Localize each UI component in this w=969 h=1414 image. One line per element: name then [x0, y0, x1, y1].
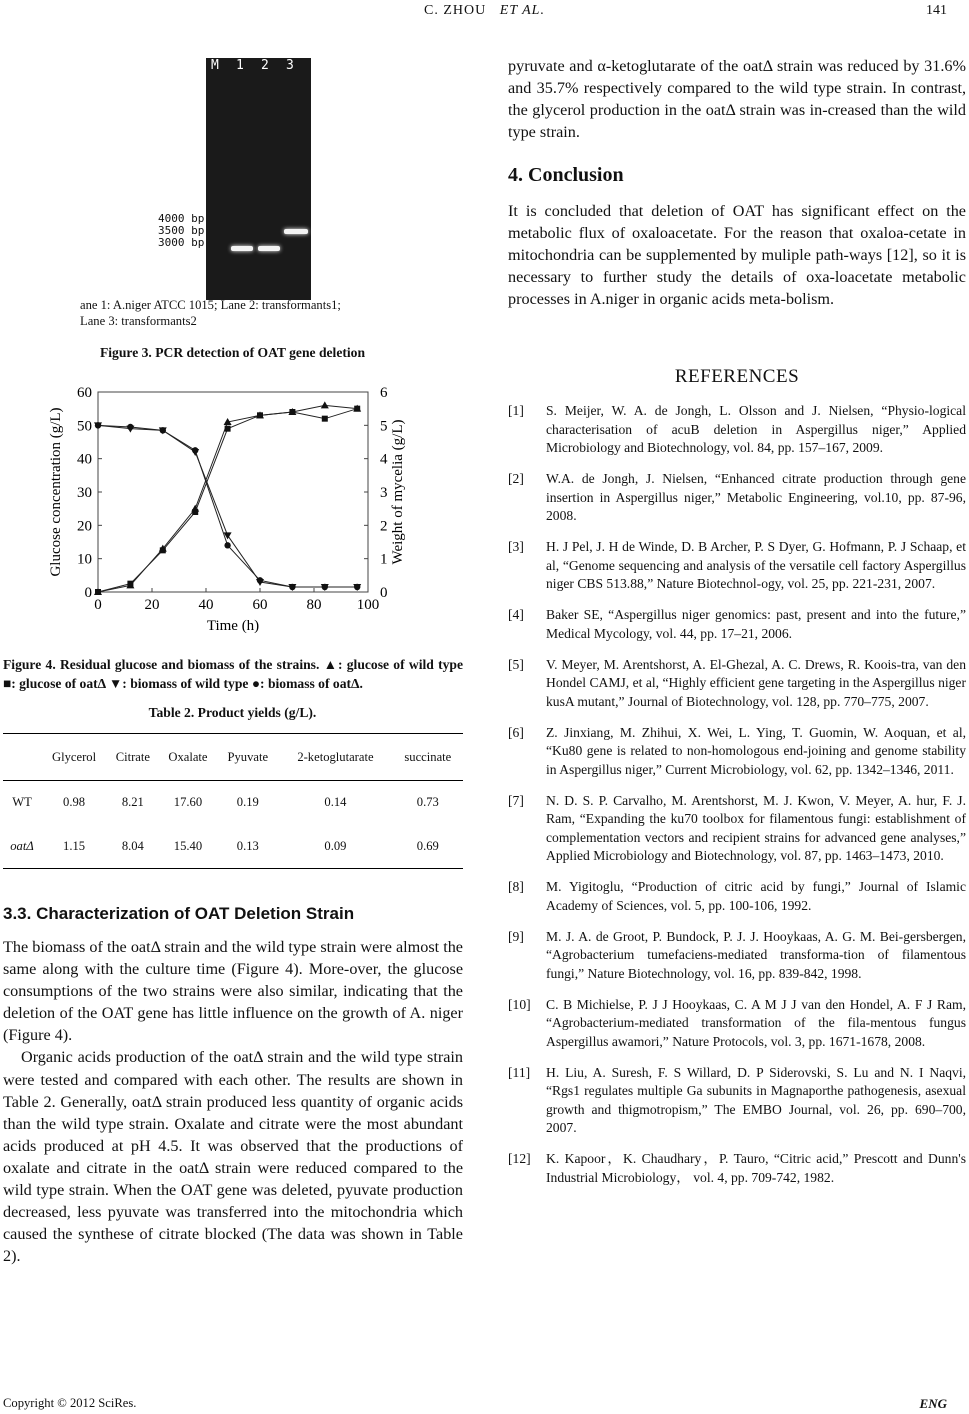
table-cell: 0.19 — [236, 795, 259, 810]
reference-text: M. Yigitoglu, “Production of citric acid by fungi,” Journal of Islamic Academy of Sciences, vol. 5, pp. 100-106, 1992. — [546, 879, 966, 913]
ladder-label-3500: 3500 bp — [158, 224, 205, 237]
lane-label-m: M — [211, 58, 219, 73]
reference-text: H. Liu, A. Suresh, F. S Willard, D. P Siderovski, S. Lu and N. I Naqvi, “Rgs1 regulates multiple Ga subunits in Magnaporthe pathogenesis, asexual growth and thigmotropism,” The EMBO Journal, vol. 26, pp. 690–700, 2007. — [546, 1064, 966, 1135]
x-tick-label: 40 — [198, 597, 214, 613]
series-line-square — [98, 409, 357, 592]
section-3-3-paragraph-2: Organic acids production of the oatΔ strain and the wild type strain were tested and compared with each other. The results are shown in Table 2. Generally, oatΔ strain produced less quantity of organic acids than the wild type strain. Oxalate and citrate were the most abundant acids produced at pH 4.5. It was observed that the productions of oxalate and citrate in the oatΔ strain were reduced compared to the wild type strain. When the OAT gene was deleted, pyuvate production decreased, less pyuvate was transferred into the mitochondria which caused the synthese of citrate blocked (The data was shown in Table 2). — [3, 1048, 463, 1266]
reference-text: W.A. de Jongh, J. Nielsen, “Enhanced citrate production through gene insertion in Aspergillus niger,” Metabolic Engineering, vol.10, pp. 87-96, 2008. — [546, 471, 966, 523]
y2-tick-label: 3 — [380, 485, 388, 501]
gel-caption-line-1: ane 1: A.niger ATCC 1015; Lane 2: transformants1; — [80, 298, 341, 312]
reference-text: S. Meijer, W. A. de Jongh, L. Olsson and J. Nielsen, “Physio-logical characterisation of acuB deletion in Aspergillus niger,” Applied Microbiology and Biotechnology, vol. 84, pp. 157–167, 2009. — [546, 403, 966, 455]
data-point-circle — [224, 542, 230, 548]
data-point-square — [225, 426, 231, 432]
x-tick-label: 80 — [306, 597, 322, 613]
x-tick-label: 0 — [94, 597, 102, 613]
reference-item — [508, 606, 966, 643]
reference-item — [508, 538, 966, 594]
references-heading: REFERENCES — [674, 366, 800, 387]
data-point-square — [354, 406, 360, 412]
table-cell: 17.60 — [173, 795, 203, 810]
results-continuation-paragraph: pyruvate and α-ketoglutarate of the oatΔ strain was reduced by 31.6% and 35.7% respectively compared to the wild type strain. In contrast, the glycerol production in the oatΔ strain was in-creased than the wild type strain. — [508, 57, 966, 142]
ladder-label-3000: 3000 bp — [158, 236, 205, 249]
running-head-author: C. ZHOU — [424, 3, 487, 18]
data-point-square — [257, 412, 263, 418]
table-2 — [3, 733, 463, 869]
data-point-circle — [257, 577, 263, 583]
table-cell: 0.69 — [416, 838, 439, 853]
journal-abbreviation: ENG — [919, 1396, 947, 1411]
data-point-square — [289, 409, 295, 415]
data-point-circle — [160, 427, 166, 433]
table-cell: 0.98 — [63, 795, 86, 810]
data-point-circle — [127, 424, 133, 430]
figure-4-caption: Figure 4. Residual glucose and biomass of the strains. ▲: glucose of wild type ■: glucose of oatΔ ▼: biomass of wild type ●: biomass of oatΔ. — [3, 657, 463, 691]
table-row-label: oatΔ — [10, 838, 34, 853]
running-head — [0, 3, 969, 19]
reference-item — [508, 928, 966, 984]
x-axis-label: Time (h) — [206, 618, 260, 634]
reference-number: [10] — [508, 996, 531, 1012]
reference-item — [508, 1150, 966, 1187]
reference-text: Baker SE, “Aspergillus niger genomics: past, present and into the future,” Medical Mycology, vol. 44, pp. 17–21, 2006. — [546, 607, 966, 641]
series-line-triangle-up — [98, 405, 357, 592]
y2-tick-label: 2 — [380, 518, 388, 535]
y2-tick-label: 4 — [380, 451, 388, 468]
reference-text: Z. Jinxiang, M. Zhihui, X. Wei, L. Ying, T. Guomin, W. Aoquan, et al, “Ku80 gene is related to non-homologous end-joining and genome stability in Aspergillus niger,” Current Microbiology, vol. 62, pp. 1342–1346, 2011. — [546, 724, 966, 777]
gel-caption — [80, 297, 390, 329]
plot-frame — [98, 392, 368, 592]
reference-item — [508, 402, 966, 458]
table-cell: 8.04 — [121, 838, 144, 853]
table-col-header: Citrate — [115, 749, 150, 764]
table-cell: 0.14 — [324, 795, 347, 810]
reference-number: [7] — [508, 792, 524, 808]
reference-item — [508, 656, 966, 712]
reference-number: [2] — [508, 471, 524, 486]
data-point-circle — [192, 447, 198, 453]
lane-label-2: 2 — [261, 58, 269, 73]
band-lane-2 — [258, 246, 280, 251]
data-point-circle — [289, 584, 295, 590]
table-col-header: 2-ketoglutarate — [297, 749, 374, 764]
table-col-header: Glycerol — [52, 749, 97, 764]
y2-tick-label: 6 — [380, 385, 388, 401]
reference-number: [1] — [508, 403, 524, 418]
reference-text: C. B Michielse, P. J J Hooykaas, C. A M J J van den Hondel, A. F J Ram, “Agrobacterium-mediated transformation of the fila-mentous fungus Aspergillus awamori,” Nature Protocols, vol. 3, pp. 1671-1678, 2008. — [546, 996, 966, 1049]
reference-text: M. J. A. de Groot, P. Bundock, P. J. J. Hooykaas, A. G. M. Bei-gersbergen, “Agrobacterium tumefaciens-mediated transforma-tion of filamentous fungi,” Nature Biotechnology, vol. 16, pp. 839-842, 1998. — [546, 928, 966, 981]
reference-item — [508, 996, 966, 1052]
reference-item — [508, 878, 966, 915]
lane-label-3: 3 — [286, 58, 294, 73]
reference-item — [508, 724, 966, 780]
figure-4-chart — [40, 380, 440, 642]
reference-item — [508, 1064, 966, 1138]
figure-3-caption: Figure 3. PCR detection of OAT gene deletion — [99, 345, 366, 360]
reference-number: [8] — [508, 879, 524, 894]
y-tick-label: 10 — [77, 551, 92, 568]
reference-item — [508, 470, 966, 526]
table-cell: 0.09 — [324, 838, 347, 853]
copyright-notice: Copyright © 2012 SciRes. — [3, 1396, 137, 1410]
reference-number: [4] — [508, 607, 524, 622]
series-line-triangle-down — [98, 425, 357, 587]
reference-item — [508, 792, 966, 866]
table-cell: 0.73 — [416, 795, 439, 810]
data-point-circle — [322, 584, 328, 590]
table-col-header: Oxalate — [168, 749, 208, 764]
x-tick-label: 20 — [144, 597, 160, 613]
reference-number: [11] — [508, 1064, 531, 1080]
data-point-circle — [354, 584, 360, 590]
lane-label-1: 1 — [236, 58, 244, 73]
reference-text: K. Kapoor，K. Chaudhary，P. Tauro, “Citric acid,” Prescott and Dunn's Industrial Microbiology， vol. 4, pp. 709-742, 1982. — [546, 1151, 966, 1185]
x-tick-label: 100 — [356, 597, 380, 613]
data-point-square — [192, 509, 198, 515]
y-tick-label: 40 — [77, 451, 92, 468]
reference-number: [5] — [508, 656, 524, 672]
gel-caption-line-2: Lane 3: transformants2 — [80, 314, 197, 328]
gel-image — [158, 58, 312, 300]
conclusion-paragraph: It is concluded that deletion of OAT has significant effect on the metabolic flux of oxaloacetate. For the reason that oxaloa-cetate in mitochondria can be supplemented by muliple path-ways [12], so it is necessary to further study the details of oxa-loacetate metabolic processes in A.niger in organic acids meta-bolism. — [508, 202, 966, 309]
y-tick-label: 60 — [77, 385, 92, 401]
running-head-etal: ET AL. — [499, 3, 545, 18]
data-point-triangle-up — [321, 401, 329, 408]
table-cell: 0.13 — [236, 838, 259, 853]
band-lane-1 — [231, 246, 253, 251]
data-point-square — [160, 547, 166, 553]
table-2-title: Table 2. Product yields (g/L). — [148, 705, 317, 720]
gel-photo — [206, 58, 311, 300]
table-cell: 1.15 — [63, 838, 86, 853]
reference-list — [508, 402, 966, 1200]
y-axis-label: Glucose concentration (g/L) — [48, 407, 64, 577]
data-point-circle — [95, 422, 101, 428]
y2-tick-label: 5 — [380, 418, 388, 435]
series-line-circle — [98, 425, 357, 587]
table-row — [3, 825, 463, 869]
band-lane-3 — [284, 229, 308, 234]
data-point-square — [322, 416, 328, 422]
y2-tick-label: 0 — [380, 585, 388, 601]
table-row-label: WT — [12, 795, 32, 810]
data-point-square — [127, 581, 133, 587]
y-tick-label: 20 — [77, 518, 92, 535]
table-cell: 8.21 — [121, 795, 144, 810]
table-row — [3, 781, 463, 825]
reference-text: V. Meyer, M. Arentshorst, A. El-Ghezal, A. C. Drews, R. Koois-tra, van den Hondel CAMJ, et al, “Highly efficient gene targeting in the Aspergillus niger kusA mutant,” Journal of Biotechnology, vol. 128, pp. 770–775, 2007. — [546, 656, 966, 709]
reference-number: [3] — [508, 539, 524, 554]
y2-tick-label: 1 — [380, 551, 388, 568]
reference-text: N. D. S. P. Carvalho, M. Arentshorst, M. J. Kwon, V. Meyer, A. hur, F. J. Ram, “Expanding the ku70 toolbox for filamentous fungi: establishment of complementation vectors and recipient strains for advanced gene analyses,” Applied Microbiology and Biotechnology, vol. 87, pp. 1463–1473, 2010. — [546, 792, 966, 863]
section-3-3-body — [3, 936, 463, 1267]
ladder-label-4000: 4000 bp — [158, 212, 205, 225]
data-point-square — [95, 589, 101, 595]
table-cell: 15.40 — [173, 838, 203, 853]
table-col-header: Pyuvate — [227, 749, 269, 764]
y-tick-label: 0 — [84, 585, 92, 601]
x-tick-label: 60 — [252, 597, 268, 613]
y2-axis-label: Weight of mycelia (g/L) — [390, 419, 406, 565]
table-header-row — [3, 734, 463, 781]
conclusion-heading: 4. Conclusion — [508, 164, 624, 186]
reference-number: [9] — [508, 928, 524, 944]
reference-text: H. J Pel, J. H de Winde, D. B Archer, P. S Dyer, G. Hofmann, P. J Schaap, et al, “Genome sequencing and analysis of the versatile cell factory Aspergillus niger CBS 513.88,” Nature Biotechnol-ogy, vol. 25, pp. 221-231, 2007. — [546, 539, 966, 591]
table-col-header: succinate — [404, 749, 452, 764]
y-tick-label: 50 — [77, 418, 92, 435]
y-tick-label: 30 — [77, 485, 92, 501]
reference-number: [12] — [508, 1151, 531, 1166]
section-3-3-heading: 3.3. Characterization of OAT Deletion Strain — [3, 904, 355, 923]
section-3-3-paragraph-1: The biomass of the oatΔ strain and the wild type strain were almost the same along with the culture time (Figure 4). More-over, the glucose consumptions of the two strains were also similar, indicating that the deletion of the OAT gene has little influence on the growth of A. niger (Figure 4). — [3, 938, 463, 1045]
table-col-header — [3, 734, 41, 781]
reference-number: [6] — [508, 724, 524, 740]
page-number: 141 — [926, 3, 947, 18]
